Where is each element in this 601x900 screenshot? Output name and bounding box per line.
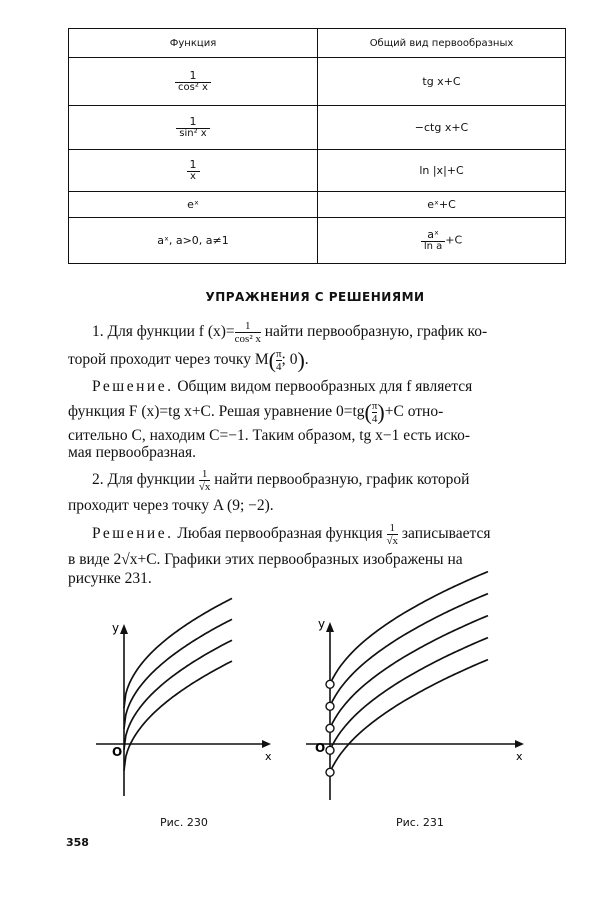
fig231-curves-open-point (326, 724, 334, 732)
exercise-1-line-1 (92, 320, 562, 345)
sol1-b: функция F (x)=tg x+C. Решая уравнение 0=tg (68, 403, 365, 421)
header-function: Функция (69, 29, 318, 58)
fig231-curves-curve (330, 616, 488, 729)
frac-den: sin² x (176, 128, 209, 140)
solution-1-line-4: мая первообразная. (68, 444, 197, 461)
function-cell: eˣ (69, 192, 318, 218)
frac-den: x (187, 171, 200, 183)
solution-2-line-3: рисунке 231. (68, 570, 152, 587)
ex2-b: найти первообразную, график которой (210, 471, 470, 489)
frac-den: ln a (421, 241, 445, 253)
frac-tail: +C (445, 233, 463, 247)
ex1-b: найти первообразную, график ко- (260, 323, 488, 341)
sol2-a: Любая первообразная функция (173, 525, 387, 543)
frac-num: 1 (189, 68, 197, 82)
table-row (69, 192, 566, 218)
sol2-frac-den: √x (386, 535, 399, 547)
solution-1-line-2: функция F (x)=tg x+C. Решая уравнение 0=tg( $\frac{\pi}{4}$ )+C отно- (68, 399, 444, 425)
ex1-end: . (304, 351, 309, 369)
fig230-curves-curve (124, 640, 232, 750)
fig231-curves-open-point (326, 680, 334, 688)
solution-2-line-1 (92, 522, 562, 547)
fig231-curves-open-point (326, 702, 334, 710)
ex2-a: 2. Для функции (92, 471, 199, 489)
solution-2-line-2: в виде 2√x+C. Графики этих первообразных изображены на (68, 551, 463, 568)
ex1-frac-den: cos² x (234, 333, 261, 345)
fig231-caption: Рис. 231 (396, 816, 444, 829)
fig231-x-arrow (515, 740, 524, 748)
table-row (69, 106, 566, 150)
fig230-caption: Рис. 230 (160, 816, 208, 829)
antiderivative-cell: −ctg x+C (318, 106, 566, 150)
fig230-curves-curve (124, 619, 232, 729)
ex1-pt-num: π (275, 348, 282, 360)
solution-1-line-1 (92, 377, 562, 397)
fig230-x-label: x (265, 750, 272, 763)
frac-num: 1 (189, 157, 197, 171)
fig231-curves-curve (330, 660, 488, 773)
antiderivative-cell: eˣ+C (318, 192, 566, 218)
ex1-frac-num: 1 (245, 320, 251, 332)
antiderivatives-table (68, 28, 566, 264)
table-row (69, 218, 566, 264)
table-row (69, 58, 566, 106)
figure-231 (306, 572, 524, 800)
table-row (69, 150, 566, 192)
ex2-frac-num: 1 (201, 468, 208, 480)
exercise-1-line-2: торой проходит через точку M( $\frac{\pi}{4}$ ; 0). (68, 347, 309, 373)
ex2-frac-den: √x (198, 481, 211, 493)
ex1-a: 1. Для функции f (x)= (92, 323, 235, 341)
fig230-origin-label: O (112, 745, 123, 759)
fig231-curves-curve (330, 638, 488, 751)
fig231-curves-curve (330, 594, 488, 707)
sol1-c: +C отно- (384, 403, 444, 421)
fig231-curves (326, 572, 488, 777)
antiderivative-cell (318, 218, 566, 264)
sol2-b: записывается (398, 525, 491, 543)
function-cell (69, 150, 318, 192)
frac-num: aˣ (427, 227, 439, 241)
fig231-x-label: x (516, 750, 523, 763)
fig231-y-label: y (318, 617, 326, 631)
fig230-y-arrow (120, 624, 128, 634)
section-heading: УПРАЖНЕНИЯ С РЕШЕНИЯМИ (205, 290, 425, 304)
sol2-frac-num: 1 (389, 522, 396, 534)
fig230-curves-curve (124, 598, 232, 708)
figure-230 (96, 598, 272, 796)
ex1-pt-den: 4 (275, 361, 282, 373)
fig230-y-label: y (112, 621, 120, 635)
sol1-frac-num: π (371, 400, 378, 412)
ex1-c: торой проходит через точку M (68, 351, 269, 369)
frac-den: cos² x (175, 82, 211, 94)
fig230-x-arrow (262, 740, 271, 748)
sol2-label: Решение. (92, 525, 174, 543)
sol1-frac-den: 4 (371, 413, 378, 425)
fig230-curves (124, 598, 232, 770)
sol1-label: Решение. (92, 378, 174, 395)
solution-1-line-3: сительно C, находим C=−1. Таким образом, tg x−1 есть иско- (68, 427, 470, 444)
antiderivative-cell: tg x+C (318, 58, 566, 106)
sol1-a: Общим видом первообразных для f является (173, 378, 473, 395)
function-cell (69, 106, 318, 150)
ex1-pt-tail: ; 0 (281, 351, 298, 369)
header-antiderivative: Общий вид первообразных (318, 29, 566, 58)
exercise-2-line-2: проходит через точку A (9; −2). (68, 497, 274, 514)
function-cell (69, 58, 318, 106)
table-header-row (69, 29, 566, 58)
frac-num: 1 (189, 114, 197, 128)
fig231-curves-open-point (326, 768, 334, 776)
fig231-y-arrow (326, 622, 334, 632)
exercise-2-line-1 (92, 468, 562, 493)
page-number: 358 (66, 836, 89, 849)
fig231-origin-label: O (315, 741, 326, 755)
fig230-curves-curve (124, 661, 232, 771)
antiderivative-cell: ln |x|+C (318, 150, 566, 192)
fig231-curves-open-point (326, 746, 334, 754)
function-cell: aˣ, a>0, a≠1 (69, 218, 318, 264)
